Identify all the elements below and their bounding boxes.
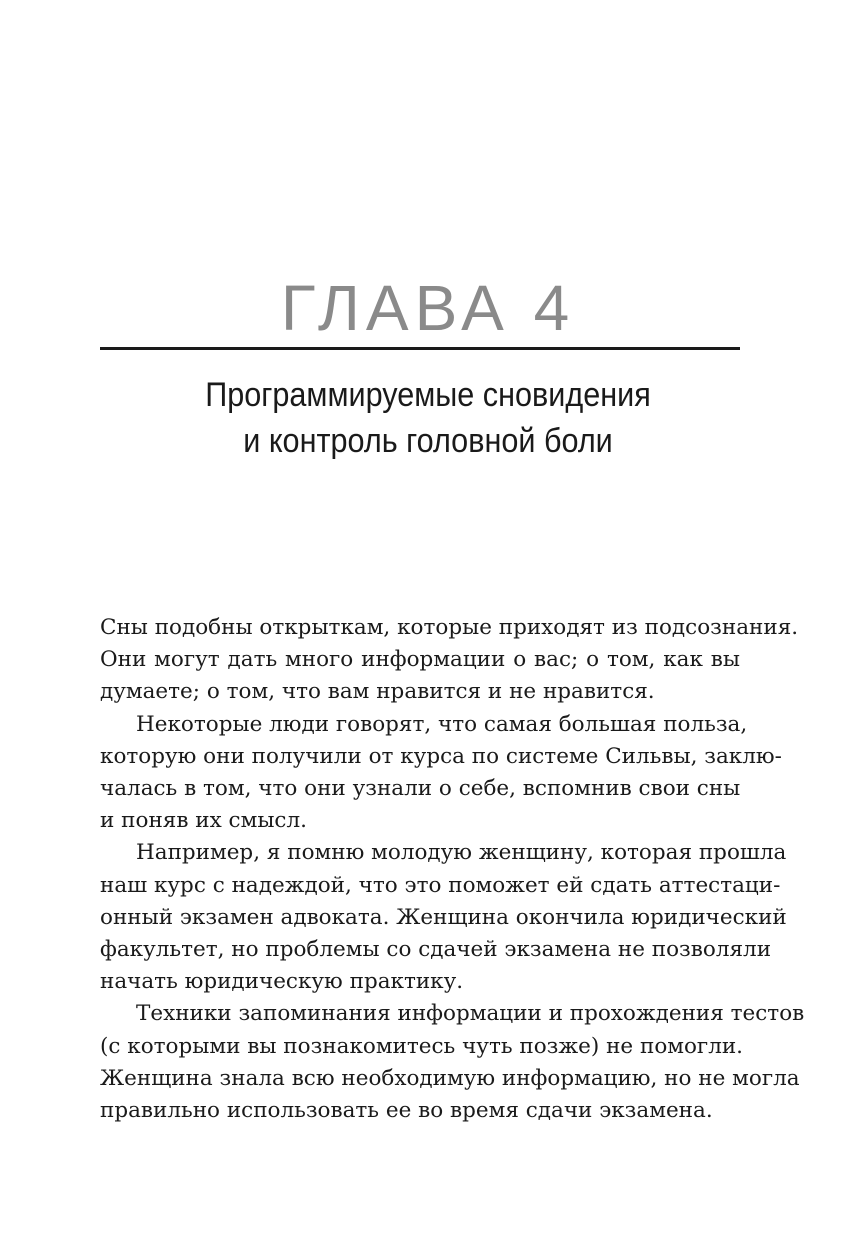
text-line: начать юридическую практику. <box>100 969 464 995</box>
text-line: Техники запоминания информации и прохождения тестов <box>136 1001 805 1027</box>
paragraph <box>100 837 787 998</box>
chapter-title-line: и контроль головной боли <box>243 422 613 460</box>
text-line: Некоторые люди говорят, что самая большая польза, <box>136 711 748 737</box>
text-line: онный экзамен адвоката. Женщина окончила юридический <box>100 904 787 930</box>
text-line: наш курс с надеждой, что это поможет ей сдать аттестаци- <box>100 872 781 898</box>
paragraph <box>100 709 782 838</box>
chapter-title-line: Программируемые сновидения <box>205 376 651 414</box>
text-line: правильно использовать ее во время сдачи экзамена. <box>100 1098 713 1124</box>
text-line: чалась в том, что они узнали о себе, вспомнив свои сны <box>100 776 741 802</box>
paragraph <box>100 612 799 709</box>
body-text <box>100 612 805 1127</box>
text-line: которую они получили от курса по системе Сильвы, заклю- <box>100 743 782 769</box>
text-line: Сны подобны открыткам, которые приходят из подсознания. <box>100 615 799 640</box>
chapter-label: ГЛАВА 4 <box>280 272 576 344</box>
chapter-title <box>97 372 759 464</box>
text-line: думаете; о том, что вам нравится и не нравится. <box>100 679 655 705</box>
chapter-divider <box>100 347 740 350</box>
text-line: (с которыми вы познакомитесь чуть позже) не помогли. <box>100 1033 744 1059</box>
text-line: Они могут дать много информации о вас; о том, как вы <box>100 647 740 673</box>
text-line: Женщина знала всю необходимую информацию, но не могла <box>100 1065 800 1091</box>
text-line: и поняв их смысл. <box>100 808 307 834</box>
text-line: Например, я помню молодую женщину, которая прошла <box>136 840 787 866</box>
text-line: факультет, но проблемы со сдачей экзамена не позволяли <box>100 937 772 963</box>
paragraph <box>100 998 805 1127</box>
